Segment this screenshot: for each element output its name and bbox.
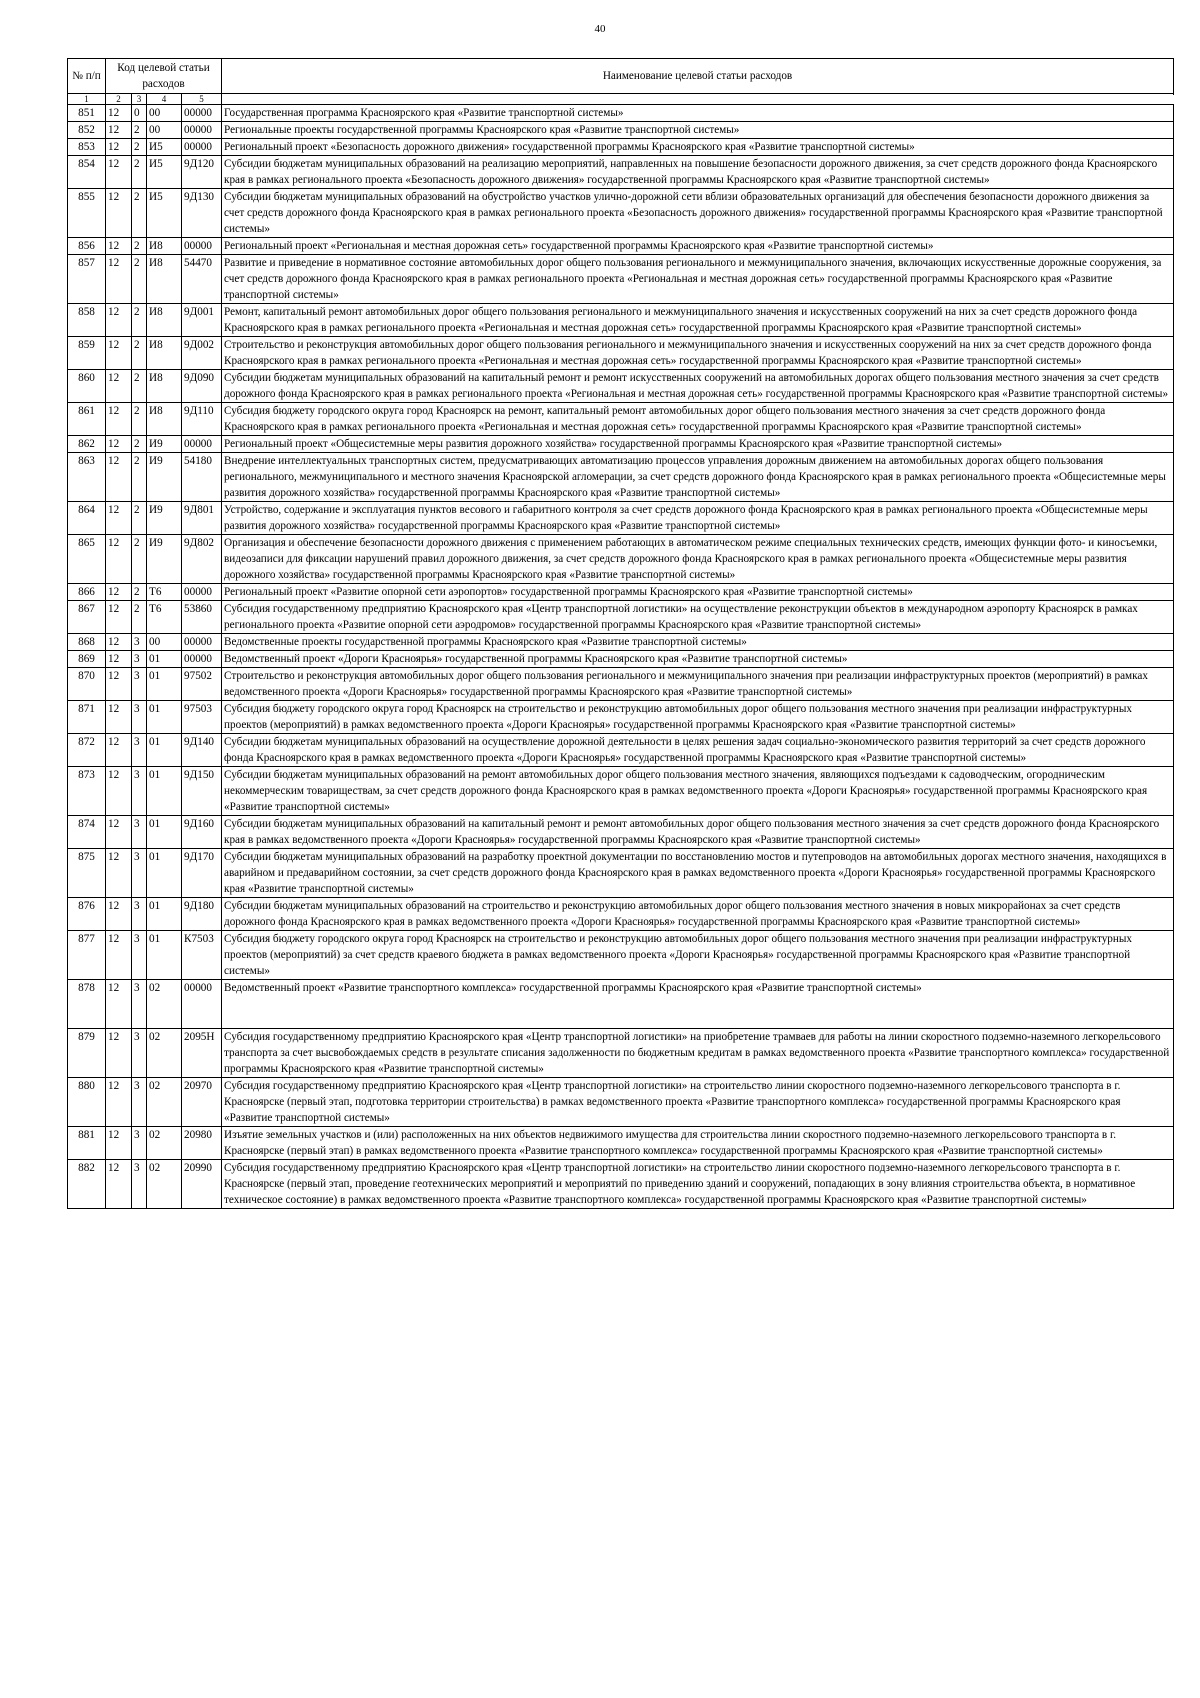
expense-name-cell: Субсидии бюджетам муниципальных образований на разработку проектной документации по восстановлению мостов и путепроводов на автомобильных дорогах местного значения, находящихся в аварийном и предаварийном состоянии, за счет средств дорожного фонда Красноярского края в рамках ведомственного проекта «Дороги Красноярья» государственной программы Красноярского края «Развитие транспортной системы» — [222, 849, 1174, 898]
row-number-cell: 863 — [68, 453, 106, 502]
row-number-cell: 859 — [68, 337, 106, 370]
row-number-cell: 861 — [68, 403, 106, 436]
code-direction-cell: 00000 — [182, 105, 222, 122]
row-number-cell: 881 — [68, 1127, 106, 1160]
row-number-cell: 874 — [68, 816, 106, 849]
row-number-cell: 862 — [68, 436, 106, 453]
code-direction-cell: 54180 — [182, 453, 222, 502]
expense-name-cell: Региональный проект «Развитие опорной сети аэропортов» государственной программы Красноярского края «Развитие транспортной системы» — [222, 584, 1174, 601]
code-program-cell: 12 — [106, 701, 132, 734]
code-program-cell: 12 — [106, 156, 132, 189]
code-program-cell: 12 — [106, 139, 132, 156]
table-row — [68, 980, 1174, 1029]
expense-name-cell: Организация и обеспечение безопасности дорожного движения с применением работающих в автоматическом режиме специальных технических средств, имеющих функции фото- и киносъемки, видеозаписи для фиксации нарушений правил дорожного движения, за счет средств дорожного фонда Красноярского края в рамках регионального проекта «Общесистемные меры развития дорожного хозяйства» государственной программы Красноярского края «Развитие транспортной системы» — [222, 535, 1174, 584]
expense-name-cell: Субсидии бюджетам муниципальных образований на капитальный ремонт и ремонт искусственных сооружений на автомобильных дорогах общего пользования местного значения за счет средств дорожного фонда Красноярского края в рамках регионального проекта «Региональная и местная дорожная сеть» государственной программы Красноярского края «Развитие транспортной системы» — [222, 370, 1174, 403]
table-row — [68, 535, 1174, 584]
expense-name-cell: Ведомственный проект «Дороги Красноярья» государственной программы Красноярского края «Развитие транспортной системы» — [222, 651, 1174, 668]
expense-name-cell: Устройство, содержание и эксплуатация пунктов весового и габаритного контроля за счет средств дорожного фонда Красноярского края в рамках регионального проекта «Общесистемные меры развития дорожного хозяйства» государственной программы Красноярского края «Развитие транспортной системы» — [222, 502, 1174, 535]
code-program-cell: 12 — [106, 634, 132, 651]
code-direction-cell: 9Д140 — [182, 734, 222, 767]
row-number-cell: 879 — [68, 1029, 106, 1078]
row-number-cell: 854 — [68, 156, 106, 189]
code-program-cell: 12 — [106, 535, 132, 584]
code-project-cell: И8 — [147, 337, 182, 370]
code-program-cell: 12 — [106, 453, 132, 502]
code-program-cell: 12 — [106, 980, 132, 1029]
code-subprogram-cell: 3 — [132, 1029, 147, 1078]
table-header-row — [68, 59, 1174, 94]
table-row — [68, 1160, 1174, 1209]
row-number-cell: 878 — [68, 980, 106, 1029]
code-direction-cell: 9Д002 — [182, 337, 222, 370]
code-subprogram-cell: 3 — [132, 1127, 147, 1160]
row-number-cell: 852 — [68, 122, 106, 139]
code-direction-cell: 00000 — [182, 651, 222, 668]
code-project-cell: И8 — [147, 255, 182, 304]
code-project-cell: 02 — [147, 1160, 182, 1209]
code-subprogram-cell: 2 — [132, 535, 147, 584]
code-project-cell: 01 — [147, 668, 182, 701]
header-code-group: Код целевой статьи расходов — [106, 59, 222, 94]
expense-name-cell: Внедрение интеллектуальных транспортных систем, предусматривающих автоматизацию процессов управления дорожным движением на автомобильных дорогах общего пользования регионального, межмуниципального и местного значения Красноярской агломерации, за счет средств дорожного фонда Красноярского края в рамках регионального проекта «Общесистемные меры развития дорожного хозяйства» государственной программы Красноярского края «Развитие транспортной системы» — [222, 453, 1174, 502]
code-direction-cell: 00000 — [182, 238, 222, 255]
table-row — [68, 601, 1174, 634]
table-row — [68, 816, 1174, 849]
row-number-cell: 866 — [68, 584, 106, 601]
expense-name-cell: Субсидия бюджету городского округа город Красноярск на ремонт, капитальный ремонт автомобильных дорог общего пользования местного значения за счет средств дорожного фонда Красноярского края в рамках регионального проекта «Региональная и местная дорожная сеть» государственной программы Красноярского края «Развитие транспортной системы» — [222, 403, 1174, 436]
code-subprogram-cell: 0 — [132, 105, 147, 122]
code-subprogram-cell: 3 — [132, 668, 147, 701]
row-number-cell: 856 — [68, 238, 106, 255]
code-program-cell: 12 — [106, 651, 132, 668]
code-project-cell: 01 — [147, 849, 182, 898]
table-row — [68, 1029, 1174, 1078]
row-number-cell: 860 — [68, 370, 106, 403]
code-project-cell: И5 — [147, 156, 182, 189]
code-subprogram-cell: 2 — [132, 304, 147, 337]
table-row — [68, 453, 1174, 502]
code-subprogram-cell: 3 — [132, 931, 147, 980]
expense-name-cell: Ведомственные проекты государственной программы Красноярского края «Развитие транспортной системы» — [222, 634, 1174, 651]
row-number-cell: 867 — [68, 601, 106, 634]
code-program-cell: 12 — [106, 898, 132, 931]
code-direction-cell: 2095Н — [182, 1029, 222, 1078]
code-subprogram-cell: 3 — [132, 849, 147, 898]
code-program-cell: 12 — [106, 584, 132, 601]
code-direction-cell: К7503 — [182, 931, 222, 980]
code-project-cell: 00 — [147, 634, 182, 651]
expense-name-cell: Ремонт, капитальный ремонт автомобильных дорог общего пользования регионального и межмуниципального значения и искусственных сооружений на них за счет средств дорожного фонда Красноярского края в рамках регионального проекта «Региональная и местная дорожная сеть» государственной программы Красноярского края «Развитие транспортной системы» — [222, 304, 1174, 337]
code-program-cell: 12 — [106, 304, 132, 337]
budget-table — [67, 58, 1174, 1209]
code-subprogram-cell: 2 — [132, 189, 147, 238]
code-program-cell: 12 — [106, 1127, 132, 1160]
code-project-cell: И9 — [147, 535, 182, 584]
code-subprogram-cell: 2 — [132, 453, 147, 502]
code-direction-cell: 9Д090 — [182, 370, 222, 403]
code-direction-cell: 9Д180 — [182, 898, 222, 931]
code-project-cell: И9 — [147, 436, 182, 453]
code-program-cell: 12 — [106, 668, 132, 701]
code-project-cell: 02 — [147, 1029, 182, 1078]
code-program-cell: 12 — [106, 105, 132, 122]
code-direction-cell: 97502 — [182, 668, 222, 701]
expense-name-cell: Субсидия государственному предприятию Красноярского края «Центр транспортной логистики» на строительство линии скоростного подземно-наземного легкорельсового транспорта в г. Красноярске (первый этап, подготовка территории строительства) в рамках ведомственного проекта «Развитие транспортного комплекса» государственной программы Красноярского края «Развитие транспортной системы» — [222, 1078, 1174, 1127]
code-direction-cell: 9Д001 — [182, 304, 222, 337]
code-subprogram-cell: 2 — [132, 403, 147, 436]
code-program-cell: 12 — [106, 370, 132, 403]
code-project-cell: 02 — [147, 1127, 182, 1160]
code-direction-cell: 00000 — [182, 436, 222, 453]
code-project-cell: 01 — [147, 816, 182, 849]
code-program-cell: 12 — [106, 1160, 132, 1209]
expense-name-cell: Строительство и реконструкция автомобильных дорог общего пользования регионального и межмуниципального значения при реализации инфраструктурных проектов (мероприятий) в рамках ведомственного проекта «Дороги Красноярья» государственной программы Красноярского края «Развитие транспортной системы» — [222, 668, 1174, 701]
code-project-cell: И5 — [147, 189, 182, 238]
table-row — [68, 139, 1174, 156]
expense-name-cell: Субсидия государственному предприятию Красноярского края «Центр транспортной логистики» на строительство линии скоростного подземно-наземного легкорельсового транспорта в г. Красноярске (первый этап, проведение геотехнических мероприятий и мероприятий по приведению зданий и сооружений, попадающих в зону влияния строительства объекта, в нормативное техническое состояние) в рамках ведомственного проекта «Развитие транспортного комплекса» государственной программы Красноярского края «Развитие транспортной системы» — [222, 1160, 1174, 1209]
code-project-cell: Т6 — [147, 584, 182, 601]
expense-name-cell: Субсидия государственному предприятию Красноярского края «Центр транспортной логистики» на приобретение трамваев для работы на линии скоростного подземно-наземного легкорельсового транспорта за счет высвобождаемых средств в результате списания задолженности по бюджетным кредитам в рамках ведомственного проекта «Развитие транспортного комплекса» государственной программы Красноярского края «Развитие транспортной системы» — [222, 1029, 1174, 1078]
row-number-cell: 873 — [68, 767, 106, 816]
table-row — [68, 701, 1174, 734]
code-project-cell: И8 — [147, 370, 182, 403]
code-subprogram-cell: 3 — [132, 1078, 147, 1127]
table-row — [68, 1078, 1174, 1127]
expense-name-cell: Субсидии бюджетам муниципальных образований на обустройство участков улично-дорожной сети вблизи образовательных организаций для обеспечения безопасности дорожного движения за счет средств дорожного фонда Красноярского края в рамках регионального проекта «Безопасность дорожного движения» государственной программы Красноярского края «Развитие транспортной системы» — [222, 189, 1174, 238]
code-subprogram-cell: 2 — [132, 436, 147, 453]
header-name: Наименование целевой статьи расходов — [222, 59, 1174, 94]
table-row — [68, 403, 1174, 436]
colnum-3: 3 — [132, 94, 147, 105]
row-number-cell: 858 — [68, 304, 106, 337]
expense-name-cell: Развитие и приведение в нормативное состояние автомобильных дорог общего пользования регионального и межмуниципального значения, включающих искусственные дорожные сооружения, за счет средств дорожного фонда Красноярского края в рамках регионального проекта «Региональная и местная дорожная сеть» государственной программы Красноярского края «Развитие транспортной системы» — [222, 255, 1174, 304]
code-project-cell: 00 — [147, 105, 182, 122]
expense-name-cell: Субсидии бюджетам муниципальных образований на осуществление дорожной деятельности в целях решения задач социально-экономического развития территорий за счет средств дорожного фонда Красноярского края в рамках ведомственного проекта «Дороги Красноярья» государственной программы Красноярского края «Развитие транспортной системы» — [222, 734, 1174, 767]
expense-name-cell: Изъятие земельных участков и (или) расположенных на них объектов недвижимого имущества для строительства линии скоростного подземно-наземного легкорельсового транспорта в г. Красноярске (первый этап) в рамках ведомственного проекта «Развитие транспортного комплекса» государственной программы Красноярского края «Развитие транспортной системы» — [222, 1127, 1174, 1160]
code-subprogram-cell: 3 — [132, 767, 147, 816]
table-row — [68, 502, 1174, 535]
code-subprogram-cell: 3 — [132, 734, 147, 767]
expense-name-cell: Региональный проект «Региональная и местная дорожная сеть» государственной программы Красноярского края «Развитие транспортной системы» — [222, 238, 1174, 255]
row-number-cell: 868 — [68, 634, 106, 651]
code-subprogram-cell: 2 — [132, 255, 147, 304]
table-row — [68, 734, 1174, 767]
code-program-cell: 12 — [106, 238, 132, 255]
code-program-cell: 12 — [106, 436, 132, 453]
expense-name-cell: Субсидия бюджету городского округа город Красноярск на строительство и реконструкцию автомобильных дорог общего пользования местного значения при реализации инфраструктурных проектов (мероприятий) в рамках ведомственного проекта «Дороги Красноярья» государственной программы Красноярского края «Развитие транспортной системы» — [222, 701, 1174, 734]
code-program-cell: 12 — [106, 502, 132, 535]
table-row — [68, 584, 1174, 601]
expense-name-cell: Строительство и реконструкция автомобильных дорог общего пользования регионального и межмуниципального значения и искусственных сооружений на них за счет средств дорожного фонда Красноярского края в рамках регионального проекта «Региональная и местная дорожная сеть» государственной программы Красноярского края «Развитие транспортной системы» — [222, 337, 1174, 370]
code-subprogram-cell: 2 — [132, 370, 147, 403]
expense-name-cell: Региональный проект «Безопасность дорожного движения» государственной программы Красноярского края «Развитие транспортной системы» — [222, 139, 1174, 156]
table-row — [68, 122, 1174, 139]
code-subprogram-cell: 3 — [132, 701, 147, 734]
table-row — [68, 255, 1174, 304]
table-row — [68, 105, 1174, 122]
code-program-cell: 12 — [106, 189, 132, 238]
code-program-cell: 12 — [106, 734, 132, 767]
code-subprogram-cell: 2 — [132, 584, 147, 601]
expense-name-cell: Региональные проекты государственной программы Красноярского края «Развитие транспортной системы» — [222, 122, 1174, 139]
code-project-cell: Т6 — [147, 601, 182, 634]
expense-name-cell: Субсидия государственному предприятию Красноярского края «Центр транспортной логистики» на осуществление реконструкции объектов в международном аэропорту Красноярск в рамках регионального проекта «Развитие опорной сети аэродромов» государственной программы Красноярского края «Развитие транспортной системы» — [222, 601, 1174, 634]
code-project-cell: И8 — [147, 403, 182, 436]
code-direction-cell: 00000 — [182, 122, 222, 139]
code-program-cell: 12 — [106, 337, 132, 370]
row-number-cell: 851 — [68, 105, 106, 122]
code-direction-cell: 54470 — [182, 255, 222, 304]
code-subprogram-cell: 3 — [132, 980, 147, 1029]
row-number-cell: 872 — [68, 734, 106, 767]
code-program-cell: 12 — [106, 1029, 132, 1078]
row-number-cell: 871 — [68, 701, 106, 734]
code-project-cell: 00 — [147, 122, 182, 139]
code-subprogram-cell: 2 — [132, 337, 147, 370]
row-number-cell: 853 — [68, 139, 106, 156]
table-row — [68, 898, 1174, 931]
code-subprogram-cell: 3 — [132, 816, 147, 849]
code-direction-cell: 9Д170 — [182, 849, 222, 898]
table-row — [68, 668, 1174, 701]
colnum-5: 5 — [182, 94, 222, 105]
code-direction-cell: 20980 — [182, 1127, 222, 1160]
table-row — [68, 931, 1174, 980]
code-project-cell: 02 — [147, 1078, 182, 1127]
colnum-1: 1 — [68, 94, 106, 105]
code-project-cell: И9 — [147, 502, 182, 535]
code-direction-cell: 9Д110 — [182, 403, 222, 436]
row-number-cell: 865 — [68, 535, 106, 584]
code-direction-cell: 00000 — [182, 139, 222, 156]
row-number-cell: 855 — [68, 189, 106, 238]
code-direction-cell: 20990 — [182, 1160, 222, 1209]
expense-name-cell: Субсидии бюджетам муниципальных образований на капитальный ремонт и ремонт автомобильных дорог общего пользования местного значения за счет средств дорожного фонда Красноярского края в рамках ведомственного проекта «Дороги Красноярья» государственной программы Красноярского края «Развитие транспортной системы» — [222, 816, 1174, 849]
code-direction-cell: 97503 — [182, 701, 222, 734]
expense-name-cell: Субсидии бюджетам муниципальных образований на строительство и реконструкцию автомобильных дорог общего пользования местного значения в новых микрорайонах за счет средств дорожного фонда Красноярского края в рамках ведомственного проекта «Дороги Красноярья» государственной программы Красноярского края «Развитие транспортной системы» — [222, 898, 1174, 931]
table-row — [68, 156, 1174, 189]
table-row — [68, 436, 1174, 453]
column-numbers-row — [68, 94, 1174, 105]
code-direction-cell: 9Д801 — [182, 502, 222, 535]
table-row — [68, 370, 1174, 403]
table-row — [68, 189, 1174, 238]
code-subprogram-cell: 3 — [132, 898, 147, 931]
expense-name-cell: Субсидия бюджету городского округа город Красноярск на строительство и реконструкцию автомобильных дорог общего пользования местного значения при реализации инфраструктурных проектов (мероприятий) за счет средств краевого бюджета в рамках ведомственного проекта «Дороги Красноярья» государственной программы Красноярского края «Развитие транспортной системы» — [222, 931, 1174, 980]
code-program-cell: 12 — [106, 816, 132, 849]
page-number: 40 — [594, 23, 606, 35]
table-row — [68, 634, 1174, 651]
expense-name-cell: Субсидии бюджетам муниципальных образований на ремонт автомобильных дорог общего пользования местного значения, являющихся подъездами к садоводческим, огородническим некоммерческим товариществам, за счет средств дорожного фонда Красноярского края в рамках ведомственного проекта «Дороги Красноярья» государственной программы Красноярского края «Развитие транспортной системы» — [222, 767, 1174, 816]
code-direction-cell: 00000 — [182, 584, 222, 601]
code-direction-cell: 9Д150 — [182, 767, 222, 816]
code-direction-cell: 9Д160 — [182, 816, 222, 849]
table-row — [68, 767, 1174, 816]
code-project-cell: 01 — [147, 734, 182, 767]
code-subprogram-cell: 3 — [132, 634, 147, 651]
code-direction-cell: 20970 — [182, 1078, 222, 1127]
row-number-cell: 876 — [68, 898, 106, 931]
code-project-cell: И5 — [147, 139, 182, 156]
code-project-cell: И8 — [147, 304, 182, 337]
code-subprogram-cell: 2 — [132, 238, 147, 255]
colnum-4: 4 — [147, 94, 182, 105]
code-direction-cell: 9Д130 — [182, 189, 222, 238]
table-row — [68, 304, 1174, 337]
code-program-cell: 12 — [106, 255, 132, 304]
code-project-cell: И8 — [147, 238, 182, 255]
table-row — [68, 651, 1174, 668]
code-subprogram-cell: 2 — [132, 122, 147, 139]
code-subprogram-cell: 3 — [132, 651, 147, 668]
colnum-2: 2 — [106, 94, 132, 105]
code-direction-cell: 00000 — [182, 634, 222, 651]
code-direction-cell: 53860 — [182, 601, 222, 634]
code-direction-cell: 9Д802 — [182, 535, 222, 584]
code-direction-cell: 00000 — [182, 980, 222, 1029]
code-project-cell: 02 — [147, 980, 182, 1029]
code-project-cell: 01 — [147, 767, 182, 816]
code-program-cell: 12 — [106, 1078, 132, 1127]
row-number-cell: 857 — [68, 255, 106, 304]
code-project-cell: 01 — [147, 651, 182, 668]
code-program-cell: 12 — [106, 767, 132, 816]
table-row — [68, 238, 1174, 255]
row-number-cell: 864 — [68, 502, 106, 535]
expense-name-cell: Региональный проект «Общесистемные меры развития дорожного хозяйства» государственной программы Красноярского края «Развитие транспортной системы» — [222, 436, 1174, 453]
code-subprogram-cell: 2 — [132, 139, 147, 156]
code-direction-cell: 9Д120 — [182, 156, 222, 189]
expense-name-cell: Государственная программа Красноярского края «Развитие транспортной системы» — [222, 105, 1174, 122]
code-subprogram-cell: 2 — [132, 156, 147, 189]
expense-name-cell: Субсидии бюджетам муниципальных образований на реализацию мероприятий, направленных на повышение безопасности дорожного движения, за счет средств дорожного фонда Красноярского края в рамках регионального проекта «Безопасность дорожного движения» государственной программы Красноярского края «Развитие транспортной системы» — [222, 156, 1174, 189]
code-subprogram-cell: 2 — [132, 502, 147, 535]
row-number-cell: 880 — [68, 1078, 106, 1127]
code-project-cell: 01 — [147, 931, 182, 980]
code-program-cell: 12 — [106, 849, 132, 898]
code-project-cell: 01 — [147, 701, 182, 734]
expense-name-cell: Ведомственный проект «Развитие транспортного комплекса» государственной программы Красноярского края «Развитие транспортной системы» — [222, 980, 1174, 1029]
row-number-cell: 882 — [68, 1160, 106, 1209]
code-project-cell: 01 — [147, 898, 182, 931]
code-program-cell: 12 — [106, 931, 132, 980]
code-program-cell: 12 — [106, 122, 132, 139]
code-subprogram-cell: 3 — [132, 1160, 147, 1209]
code-program-cell: 12 — [106, 601, 132, 634]
code-project-cell: И9 — [147, 453, 182, 502]
table-row — [68, 1127, 1174, 1160]
row-number-cell: 875 — [68, 849, 106, 898]
code-subprogram-cell: 2 — [132, 601, 147, 634]
table-row — [68, 849, 1174, 898]
code-program-cell: 12 — [106, 403, 132, 436]
header-num: № п/п — [68, 59, 106, 94]
row-number-cell: 869 — [68, 651, 106, 668]
row-number-cell: 870 — [68, 668, 106, 701]
table-row — [68, 337, 1174, 370]
row-number-cell: 877 — [68, 931, 106, 980]
